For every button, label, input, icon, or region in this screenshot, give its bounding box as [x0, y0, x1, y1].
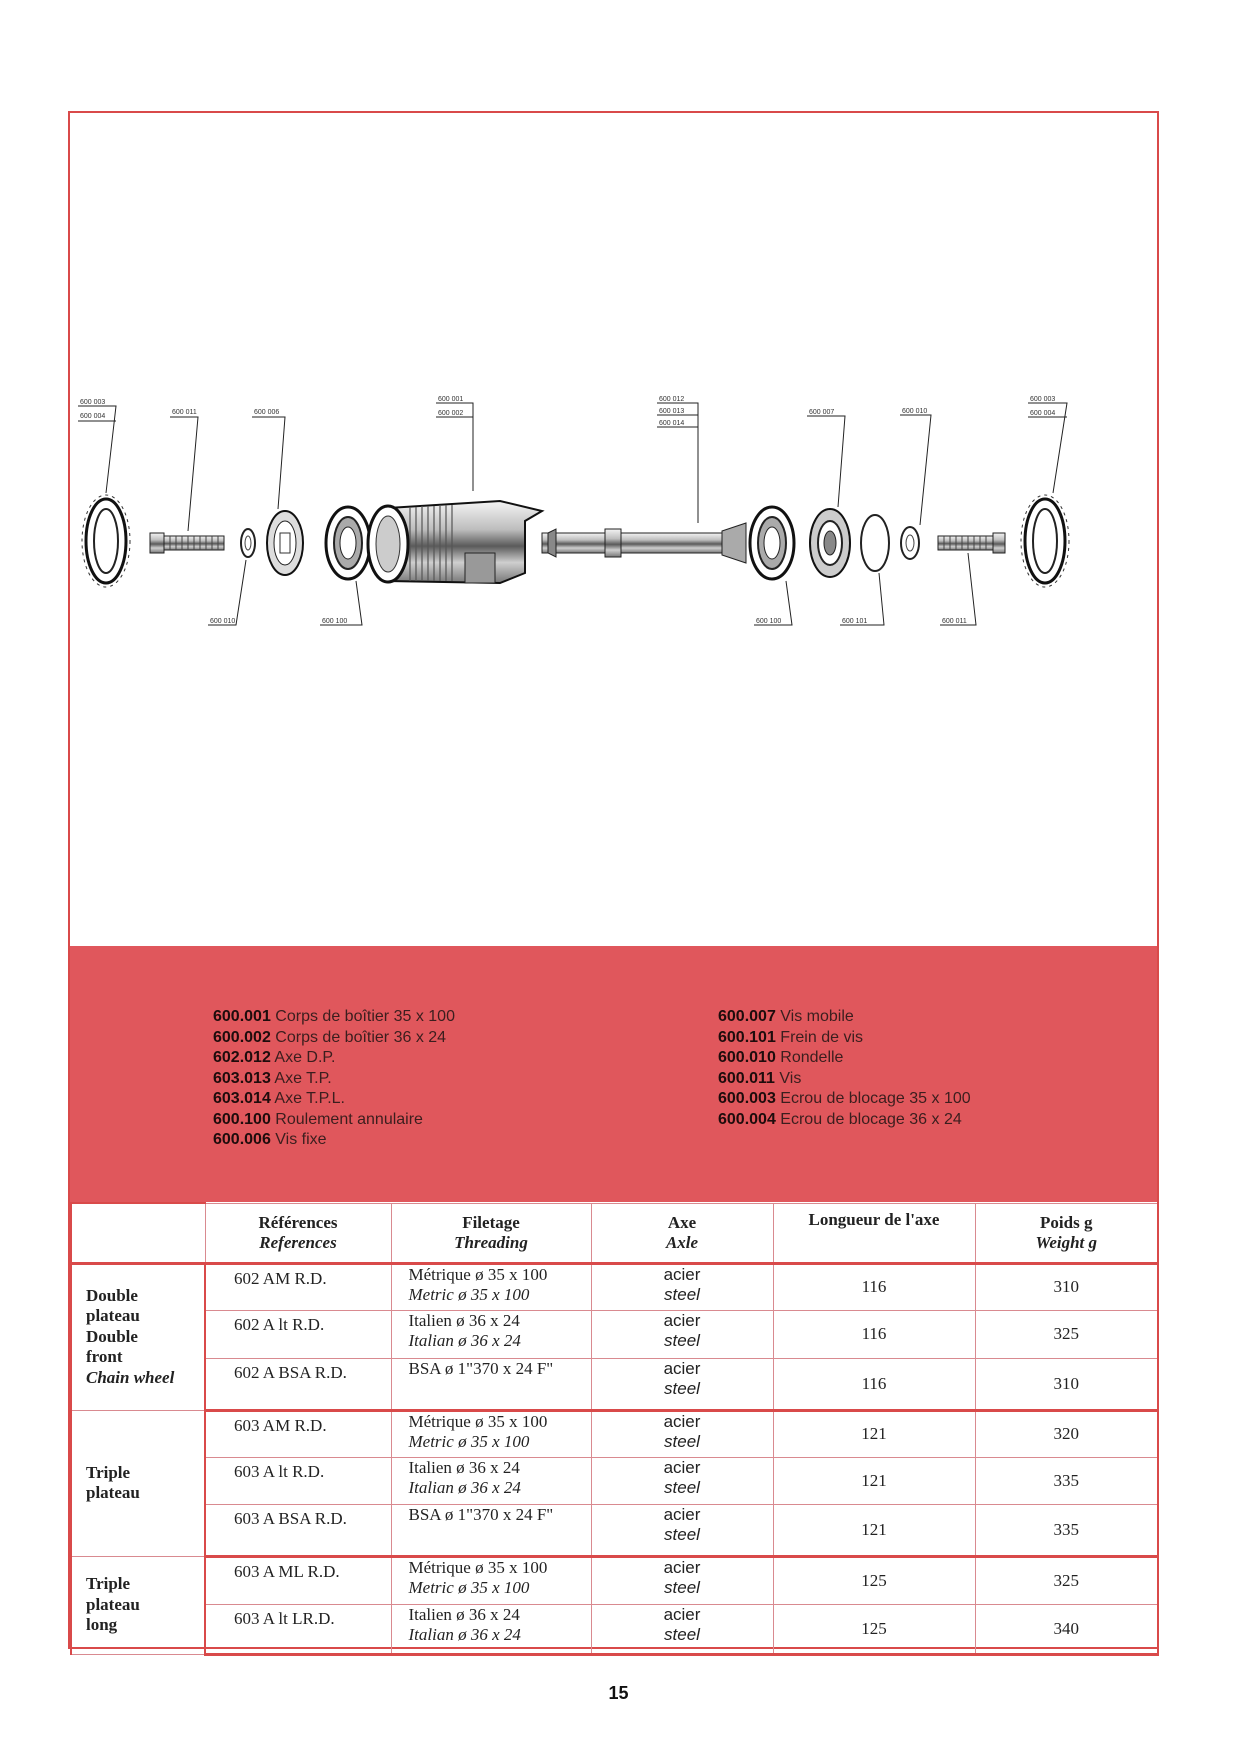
- callout-axle-c: 600 014: [659, 420, 685, 427]
- legend-code: 600.011: [718, 1069, 775, 1087]
- legend-item: [718, 1007, 971, 1028]
- callout-screw-left: 600 011: [172, 409, 197, 416]
- thread-fr: BSA ø 1"370 x 24 F": [408, 1358, 554, 1378]
- legend-code: 600.003: [718, 1090, 776, 1107]
- callout-bearing-left: 600 100: [322, 618, 348, 625]
- axle-en: steel: [664, 1577, 700, 1597]
- cell-axle: [591, 1358, 773, 1410]
- washer-left: [241, 529, 255, 557]
- cell-length: 125: [773, 1604, 975, 1654]
- callout-washer-top: 600 010: [902, 408, 928, 415]
- table-row: [71, 1604, 1158, 1654]
- washer-right: [901, 527, 919, 559]
- header-thread-en: Threading: [454, 1232, 528, 1252]
- axle-en: steel: [664, 1284, 700, 1304]
- header-ref-en: References: [259, 1232, 337, 1252]
- cell-axle: [591, 1556, 773, 1604]
- callout-axle-b: 600 013: [659, 408, 685, 415]
- bb-shell: [368, 501, 542, 583]
- cell-axle: [591, 1310, 773, 1358]
- callout-washer-bottom: 600 010: [210, 618, 236, 625]
- group-text: Chain wheel: [86, 1367, 175, 1387]
- callout-top-left-b: 600 004: [80, 413, 106, 420]
- cell-axle: [591, 1263, 773, 1310]
- header-references: [205, 1203, 391, 1263]
- cell-weight: 325: [975, 1310, 1158, 1358]
- group-triple-plateau-long: [71, 1556, 205, 1654]
- header-length: [773, 1203, 975, 1263]
- legend-code: 600.006: [213, 1131, 271, 1148]
- group-text: Double: [86, 1285, 138, 1305]
- table-header-row: [71, 1203, 1158, 1263]
- thread-fr: BSA ø 1"370 x 24 F": [408, 1504, 554, 1524]
- legend-desc: Corps de boîtier 36 x 24: [275, 1028, 447, 1046]
- legend-code: 600.002: [213, 1028, 271, 1046]
- thread-fr: Métrique ø 35 x 100: [408, 1557, 548, 1577]
- legend-code: 603.014: [213, 1090, 271, 1107]
- legend-column-right: [718, 1007, 971, 1130]
- callout-leaders: [78, 403, 1067, 625]
- cell-thread: [391, 1604, 591, 1654]
- legend-code: 600.001: [213, 1008, 271, 1025]
- table-row: [71, 1504, 1158, 1556]
- cell-length: 116: [773, 1358, 975, 1410]
- callout-screw-right: 600 011: [942, 618, 967, 625]
- callout-shell-b: 600 002: [438, 410, 464, 417]
- table-row: [71, 1410, 1158, 1457]
- lock-ring-left: [82, 495, 130, 587]
- legend-desc: Rondelle: [780, 1049, 844, 1066]
- legend-item: [718, 1048, 971, 1069]
- legend-code: 603.013: [213, 1069, 271, 1087]
- cell-ref: 602 A BSA R.D.: [205, 1358, 391, 1410]
- thread-en: Metric ø 35 x 100: [408, 1577, 530, 1597]
- callout-fixed-cup: 600 006: [254, 409, 280, 416]
- cell-thread: [391, 1358, 591, 1410]
- adjustable-cup: [810, 509, 850, 577]
- legend-code: 600.007: [718, 1008, 776, 1025]
- screw-left: [150, 533, 224, 553]
- spec-table: [70, 1202, 1159, 1656]
- legend-desc: Axe D.P.: [274, 1049, 336, 1066]
- cell-weight: 320: [975, 1410, 1158, 1457]
- legend-desc: Ecrou de blocage 36 x 24: [780, 1110, 962, 1128]
- legend-item: [718, 1069, 971, 1090]
- callout-shell-a: 600 001: [438, 396, 464, 403]
- legend-item: [213, 1007, 455, 1028]
- axle: [542, 523, 746, 563]
- thread-en: Italian ø 36 x 24: [408, 1330, 521, 1350]
- cell-ref: 602 A lt R.D.: [205, 1310, 391, 1358]
- table-row: [71, 1263, 1158, 1310]
- table-row: [71, 1457, 1158, 1504]
- axle-fr: acier: [663, 1411, 701, 1431]
- cell-length: 116: [773, 1263, 975, 1310]
- group-text: Triple: [86, 1574, 131, 1594]
- cell-axle: [591, 1504, 773, 1556]
- header-ref-fr: Références: [258, 1212, 338, 1232]
- cell-thread: [391, 1310, 591, 1358]
- legend-code: 600.100: [213, 1110, 271, 1128]
- legend-item: [213, 1089, 455, 1110]
- cell-length: 121: [773, 1410, 975, 1457]
- group-text: front: [86, 1347, 123, 1367]
- cell-weight: 310: [975, 1358, 1158, 1410]
- axle-en: steel: [664, 1378, 700, 1398]
- callout-top-right-a: 600 003: [1030, 396, 1056, 403]
- group-text: Triple: [86, 1462, 131, 1482]
- header-axle-en: Axle: [665, 1232, 699, 1252]
- legend-item: [213, 1069, 455, 1090]
- group-triple-plateau: [71, 1410, 205, 1556]
- cell-thread: [391, 1556, 591, 1604]
- callout-top-left-a: 600 003: [80, 399, 106, 406]
- legend-desc: Frein de vis: [780, 1028, 863, 1046]
- legend-item: [718, 1089, 971, 1110]
- bearing-left: [326, 507, 370, 579]
- legend-desc: Axe T.P.L.: [274, 1090, 345, 1107]
- legend-desc: Vis: [779, 1069, 802, 1087]
- cell-thread: [391, 1504, 591, 1556]
- cell-weight: 335: [975, 1457, 1158, 1504]
- bearing-right: [750, 507, 794, 579]
- lock-washer: [861, 515, 889, 571]
- header-axle: [591, 1203, 773, 1263]
- exploded-parts-diagram: [70, 113, 1157, 943]
- group-text: plateau: [86, 1483, 140, 1502]
- header-weight: [975, 1203, 1158, 1263]
- cell-weight: 310: [975, 1263, 1158, 1310]
- axle-fr: acier: [663, 1557, 701, 1577]
- cell-weight: 325: [975, 1556, 1158, 1604]
- cell-ref: 603 A lt R.D.: [205, 1457, 391, 1504]
- legend-code: 600.010: [718, 1049, 776, 1066]
- legend-desc: Ecrou de blocage 35 x 100: [780, 1090, 971, 1107]
- cell-weight: 335: [975, 1504, 1158, 1556]
- legend-desc: Axe T.P.: [274, 1069, 332, 1087]
- legend-item: [213, 1028, 455, 1049]
- group-text: plateau: [86, 1594, 140, 1614]
- header-length-fr: Longueur de l'axe: [808, 1209, 940, 1229]
- thread-en: Italian ø 36 x 24: [408, 1624, 521, 1644]
- table-row: [71, 1310, 1158, 1358]
- legend-item: [213, 1048, 455, 1069]
- thread-en: Metric ø 35 x 100: [408, 1284, 530, 1304]
- table-row: [71, 1556, 1158, 1604]
- cell-thread: [391, 1263, 591, 1310]
- cell-length: 116: [773, 1310, 975, 1358]
- thread-en: Metric ø 35 x 100: [408, 1431, 530, 1451]
- group-text: Double: [86, 1326, 138, 1346]
- lock-ring-right: [1021, 495, 1069, 587]
- axle-fr: acier: [663, 1457, 701, 1477]
- axle-fr: acier: [663, 1264, 701, 1284]
- cell-length: 121: [773, 1457, 975, 1504]
- thread-fr: Italien ø 36 x 24: [408, 1310, 520, 1330]
- group-text: plateau: [86, 1306, 140, 1326]
- legend-code: 602.012: [213, 1049, 271, 1066]
- cell-ref: 603 AM R.D.: [205, 1410, 391, 1457]
- header-thread-fr: Filetage: [462, 1212, 520, 1232]
- legend-desc: Vis mobile: [780, 1008, 854, 1025]
- fixed-cup: [267, 511, 303, 575]
- cell-ref: 603 A lt LR.D.: [205, 1604, 391, 1654]
- callout-top-right-b: 600 004: [1030, 410, 1056, 417]
- axle-en: steel: [664, 1477, 700, 1497]
- callout-labels: [80, 396, 1055, 625]
- axle-fr: acier: [663, 1310, 701, 1330]
- cell-thread: [391, 1410, 591, 1457]
- page-number: 15: [608, 1683, 629, 1703]
- cell-thread: [391, 1457, 591, 1504]
- cell-length: 125: [773, 1556, 975, 1604]
- callout-axle-a: 600 012: [659, 396, 685, 403]
- cell-axle: [591, 1457, 773, 1504]
- cell-ref: 602 AM R.D.: [205, 1263, 391, 1310]
- legend-code: 600.004: [718, 1110, 776, 1128]
- header-corner: [71, 1203, 205, 1263]
- cell-length: 121: [773, 1504, 975, 1556]
- axle-fr: acier: [663, 1604, 701, 1624]
- thread-fr: Métrique ø 35 x 100: [408, 1411, 548, 1431]
- parts-legend: [70, 946, 1157, 1202]
- legend-desc: Vis fixe: [275, 1131, 327, 1148]
- cell-weight: 340: [975, 1604, 1158, 1654]
- legend-desc: Roulement annulaire: [275, 1110, 423, 1128]
- thread-fr: Italien ø 36 x 24: [408, 1457, 520, 1477]
- legend-code: 600.101: [718, 1028, 776, 1046]
- cell-axle: [591, 1410, 773, 1457]
- callout-adjustable-cup: 600 007: [809, 409, 835, 416]
- header-weight-fr: Poids g: [1040, 1212, 1093, 1232]
- axle-fr: acier: [663, 1358, 701, 1378]
- cell-axle: [591, 1604, 773, 1654]
- screw-right: [938, 533, 1005, 553]
- table-row: [71, 1358, 1158, 1410]
- callout-screw-lock: 600 101: [842, 618, 868, 625]
- legend-item: [213, 1130, 455, 1151]
- cell-ref: 603 A ML R.D.: [205, 1556, 391, 1604]
- header-axle-fr: Axe: [667, 1212, 697, 1232]
- axle-en: steel: [664, 1624, 700, 1644]
- header-weight-en: Weight g: [1035, 1232, 1098, 1252]
- legend-desc: Corps de boîtier 35 x 100: [275, 1008, 455, 1025]
- legend-item: [718, 1110, 971, 1131]
- legend-item: [718, 1028, 971, 1049]
- thread-en: Italian ø 36 x 24: [408, 1477, 521, 1497]
- legend-column-left: [213, 1007, 455, 1151]
- thread-fr: Métrique ø 35 x 100: [408, 1264, 548, 1284]
- callout-bearing-right: 600 100: [756, 618, 782, 625]
- group-double-plateau: [71, 1263, 205, 1410]
- axle-en: steel: [664, 1431, 700, 1451]
- group-text: long: [86, 1615, 118, 1635]
- header-threading: [391, 1203, 591, 1263]
- axle-en: steel: [664, 1524, 700, 1544]
- thread-fr: Italien ø 36 x 24: [408, 1604, 520, 1624]
- legend-item: [213, 1110, 455, 1131]
- axle-fr: acier: [663, 1504, 701, 1524]
- cell-ref: 603 A BSA R.D.: [205, 1504, 391, 1556]
- axle-en: steel: [664, 1330, 700, 1350]
